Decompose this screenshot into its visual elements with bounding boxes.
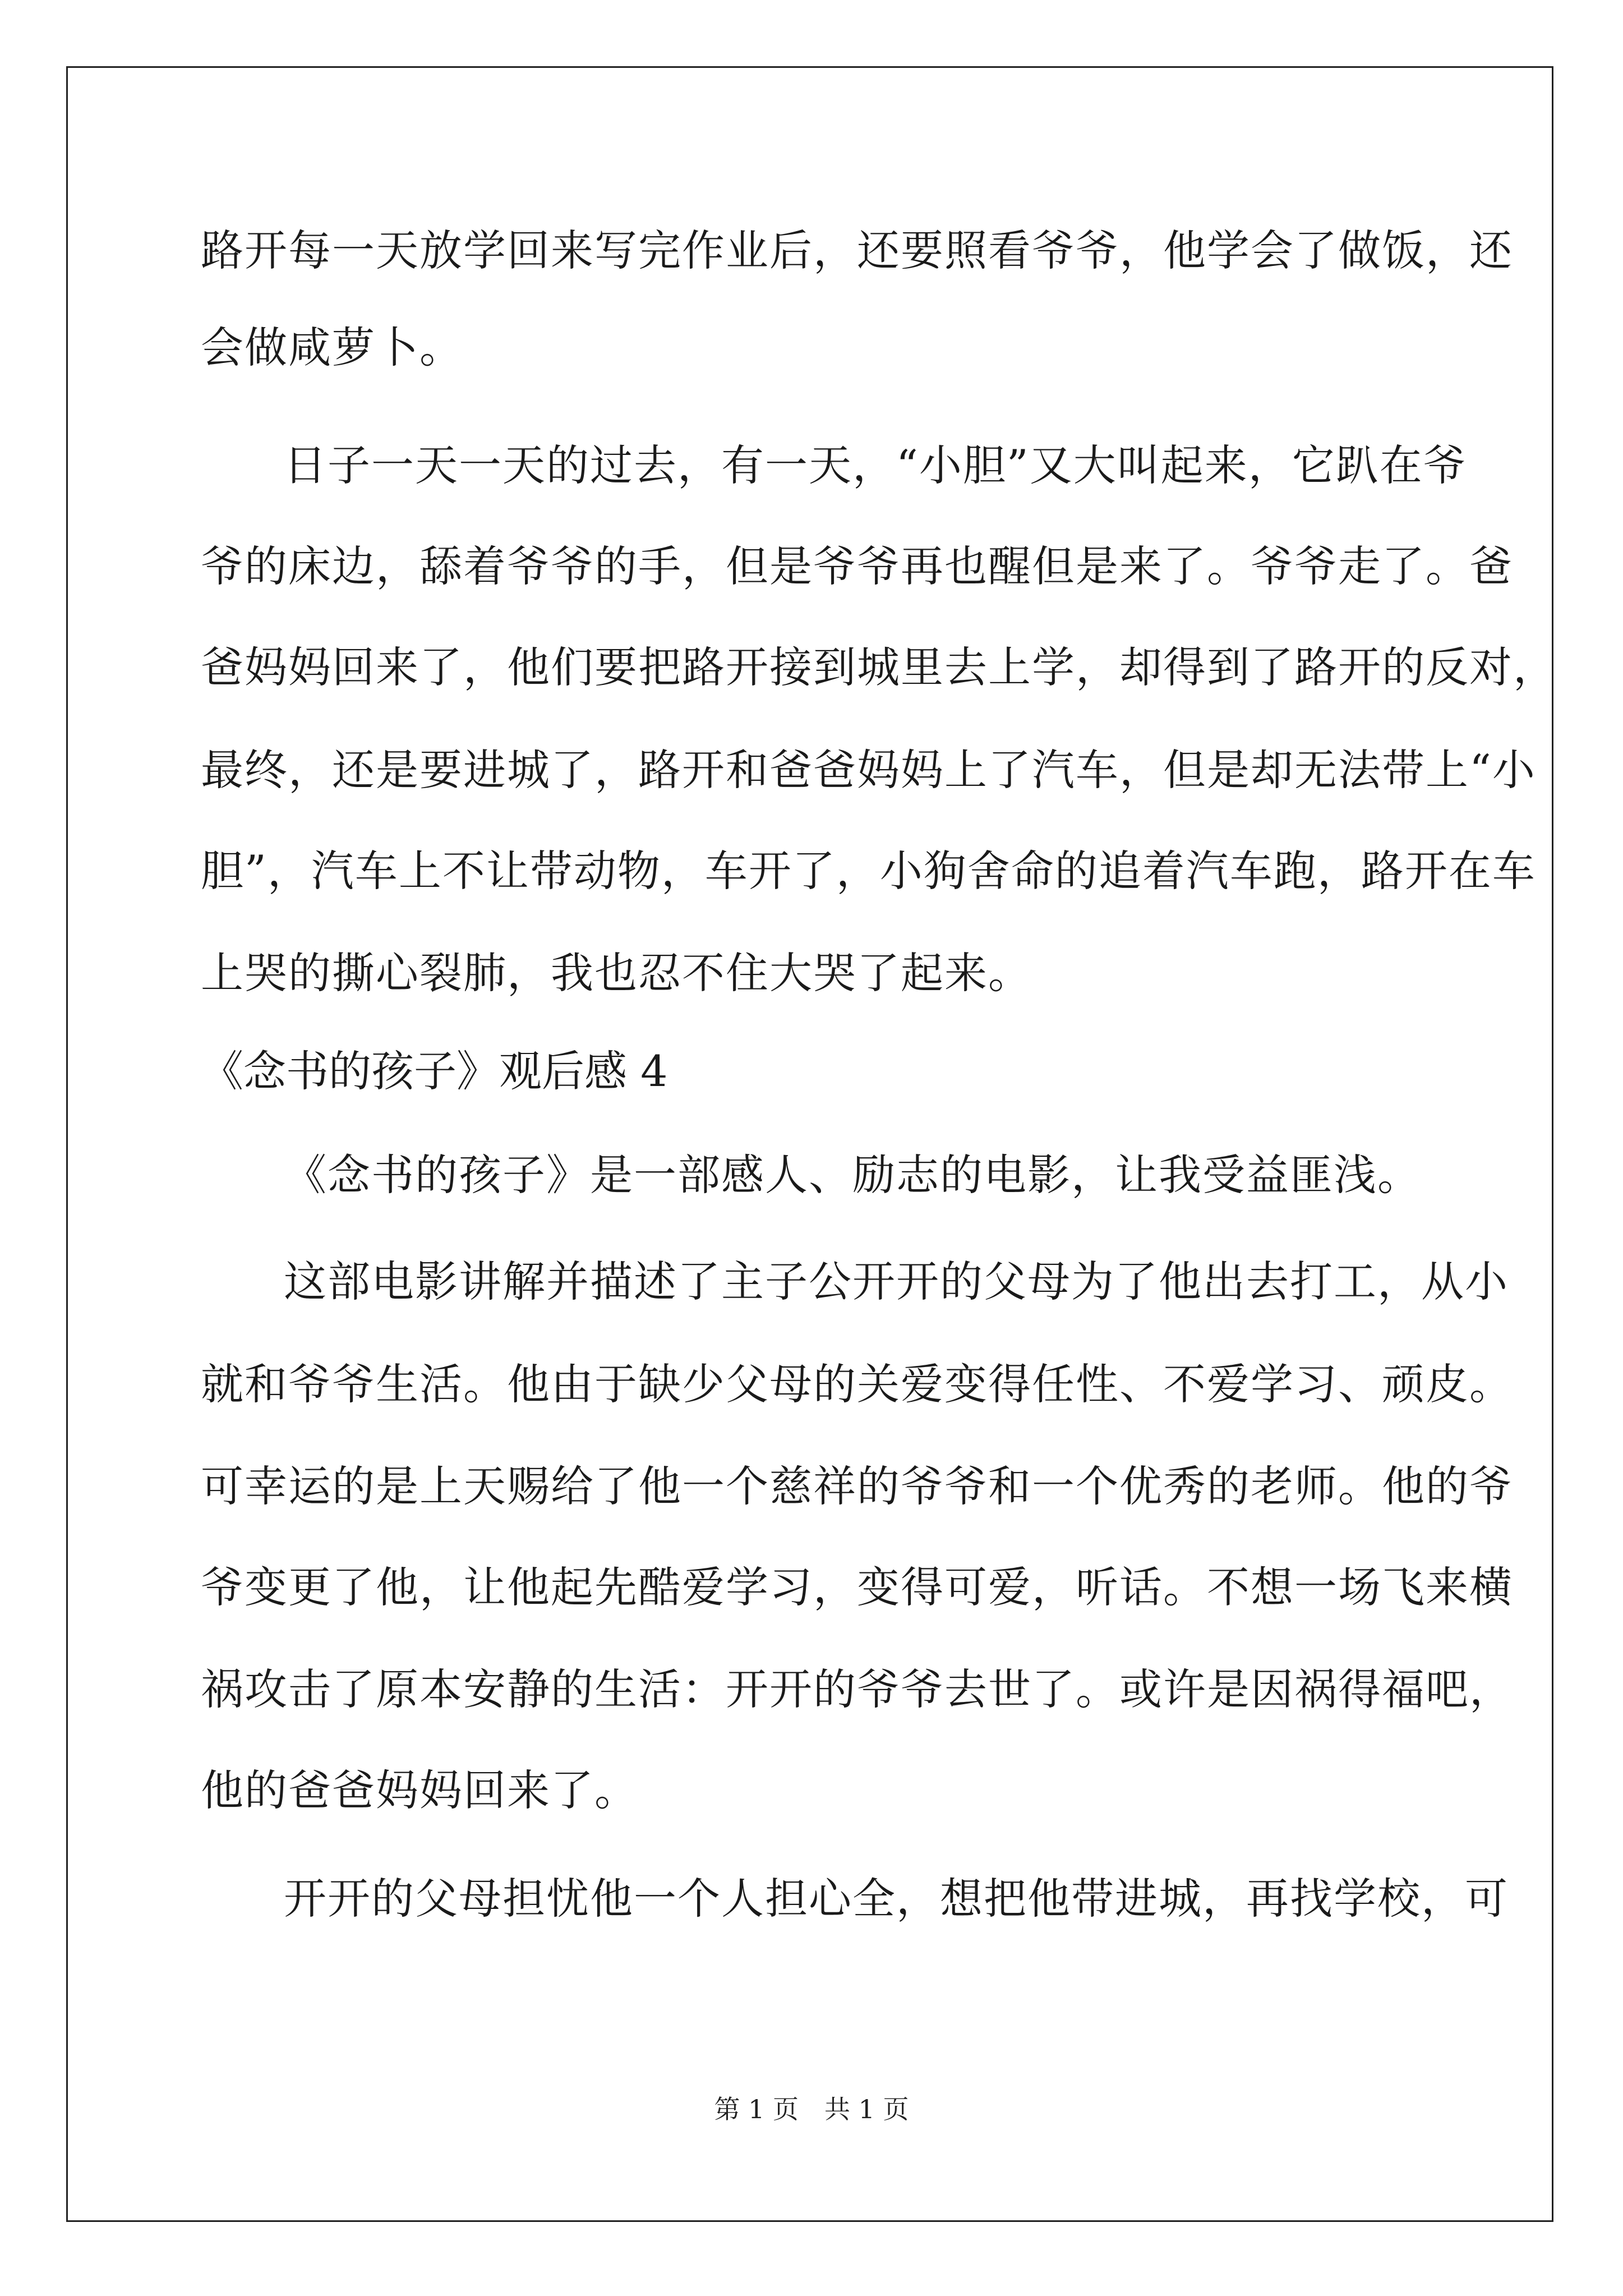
paragraph-first-line: 《念书的孩子》是一部感人、励志的电影，让我受益匪浅。 bbox=[284, 1150, 1421, 1200]
text-line: 胆”，汽车上不让带动物，车开了，小狗舍命的追着汽车跑，路开在车 bbox=[201, 846, 1536, 896]
text-line: 上哭的撕心裂肺，我也忍不住大哭了起来。 bbox=[201, 948, 1032, 998]
section-heading: 《念书的孩子》观后感 4 bbox=[201, 1046, 668, 1096]
text-line: 就和爷爷生活。他由于缺少父母的关爱变得任性、不爱学习、顽皮。 bbox=[201, 1359, 1513, 1409]
text-line: 路开每一天放学回来写完作业后，还要照看爷爷，他学会了做饭，还 bbox=[201, 226, 1513, 275]
paragraph-first-line: 这部电影讲解并描述了主子公开开的父母为了他出去打工，从小 bbox=[284, 1257, 1509, 1306]
text-line: 最终，还是要进城了，路开和爸爸妈妈上了汽车，但是却无法带上“小 bbox=[201, 745, 1536, 795]
paragraph-first-line: 开开的父母担忧他一个人担心全，想把他带进城，再找学校，可 bbox=[284, 1874, 1509, 1924]
text-line: 会做咸萝卜。 bbox=[201, 323, 463, 372]
text-line: 爷的床边，舔着爷爷的手，但是爷爷再也醒但是来了。爷爷走了。爸 bbox=[201, 541, 1513, 591]
paragraph-first-line: 日子一天一天的过去，有一天，“小胆”又大叫起来，它趴在爷 bbox=[284, 440, 1467, 490]
text-line: 爸妈妈回来了，他们要把路开接到城里去上学，却得到了路开的反对， bbox=[201, 642, 1557, 692]
text-line: 可幸运的是上天赐给了他一个慈祥的爷爷和一个优秀的老师。他的爷 bbox=[201, 1461, 1513, 1511]
text-line: 祸攻击了原本安静的生活：开开的爷爷去世了。或许是因祸得福吧， bbox=[201, 1664, 1513, 1714]
page-number-footer: 第 1 页 共 1 页 bbox=[714, 2094, 909, 2124]
text-line: 爷变更了他，让他起先酷爱学习，变得可爱，听话。不想一场飞来横 bbox=[201, 1562, 1513, 1612]
text-line: 他的爸爸妈妈回来了。 bbox=[201, 1765, 638, 1815]
